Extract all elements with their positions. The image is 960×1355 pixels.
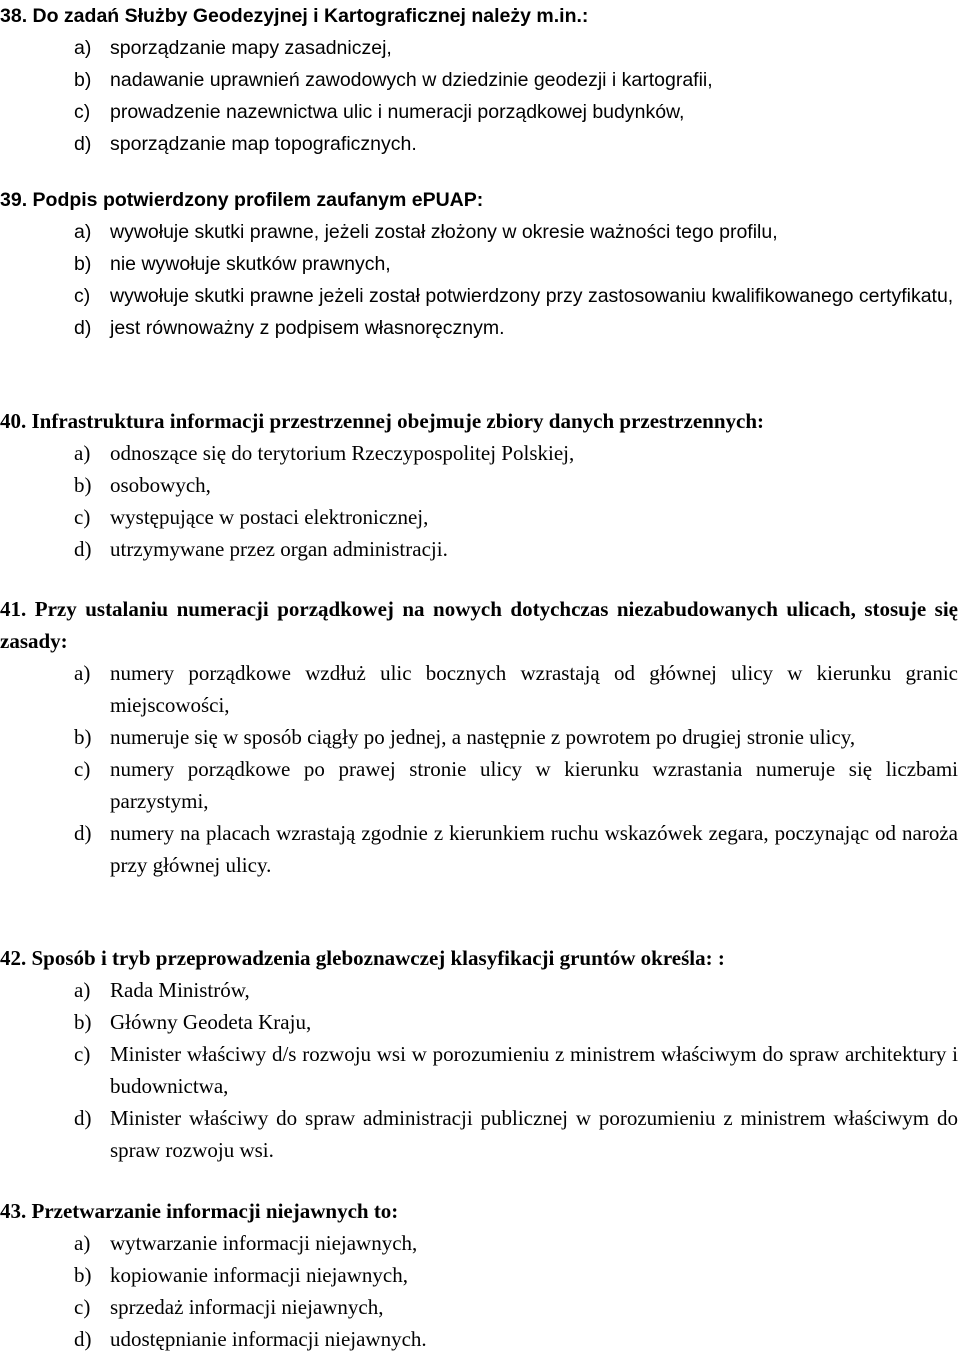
answer-option-c: [0, 753, 958, 817]
answer-letter: a): [74, 37, 92, 59]
answer-option-d: [0, 1102, 958, 1166]
answer-option-d: [0, 312, 958, 344]
answer-option-a: [0, 1227, 958, 1259]
answer-option-d: [0, 817, 958, 881]
question-42: [0, 942, 958, 1166]
answer-text: występujące w postaci elektronicznej,: [110, 505, 429, 529]
question-40: [0, 405, 958, 565]
answer-option-c: [0, 501, 958, 533]
answer-letter: b): [74, 725, 92, 749]
answer-option-c: [0, 96, 958, 128]
answer-letter: c): [74, 101, 91, 123]
answer-text: kopiowanie informacji niejawnych,: [110, 1263, 408, 1287]
answer-option-a: [0, 657, 958, 721]
answer-option-c: [0, 1291, 958, 1323]
answer-letter: a): [74, 221, 92, 243]
answer-letter: a): [74, 441, 91, 465]
answer-text: Minister właściwy d/s rozwoju wsi w porozumieniu z ministrem właściwym do spraw architektury i budownictwa,: [110, 1042, 958, 1098]
question-41: [0, 593, 958, 881]
answer-letter: c): [74, 505, 91, 529]
answer-text: wytwarzanie informacji niejawnych,: [110, 1231, 418, 1255]
answer-letter: c): [74, 1295, 91, 1319]
answer-option-a: [0, 437, 958, 469]
answer-text: odnoszące się do terytorium Rzeczypospolitej Polskiej,: [110, 441, 575, 465]
answer-list: [0, 437, 958, 565]
question-43: [0, 1195, 958, 1355]
answer-text: sprzedaż informacji niejawnych,: [110, 1295, 384, 1319]
answer-letter: c): [74, 285, 91, 307]
answer-letter: c): [74, 1042, 91, 1066]
answer-text: Rada Ministrów,: [110, 978, 250, 1002]
answer-text: wywołuje skutki prawne jeżeli został potwierdzony przy zastosowaniu kwalifikowanego certyfikatu,: [110, 285, 954, 307]
answer-option-b: [0, 721, 958, 753]
answer-list: [0, 974, 958, 1166]
answer-option-a: [0, 216, 958, 248]
answer-text: jest równoważny z podpisem własnoręcznym.: [110, 317, 505, 339]
question-title: 39. Podpis potwierdzony profilem zaufanym ePUAP:: [0, 189, 484, 211]
question-title: 42. Sposób i tryb przeprowadzenia gleboznawczej klasyfikacji gruntów określa: :: [0, 946, 725, 970]
answer-letter: b): [74, 253, 92, 275]
question-title: 43. Przetwarzanie informacji niejawnych to:: [0, 1199, 399, 1223]
answer-text: numeruje się w sposób ciągły po jednej, a następnie z powrotem po drugiej stronie ulicy,: [110, 725, 856, 749]
answer-option-b: [0, 1259, 958, 1291]
answer-option-a: [0, 32, 958, 64]
answer-letter: a): [74, 661, 91, 685]
answer-text: utrzymywane przez organ administracji.: [110, 537, 448, 561]
answer-list: [0, 32, 958, 160]
answer-option-c: [0, 1038, 958, 1102]
answer-list: [0, 657, 958, 881]
answer-text: nadawanie uprawnień zawodowych w dziedzinie geodezji i kartografii,: [110, 69, 713, 91]
answer-list: [0, 1227, 958, 1355]
answer-option-b: [0, 1006, 958, 1038]
answer-letter: d): [74, 821, 92, 845]
answer-option-d: [0, 1323, 958, 1355]
answer-letter: a): [74, 1231, 91, 1255]
answer-option-d: [0, 533, 958, 565]
answer-text: Minister właściwy do spraw administracji publicznej w porozumieniu z ministrem właściwym do spraw rozwoju wsi.: [110, 1106, 958, 1162]
question-title: 40. Infrastruktura informacji przestrzennej obejmuje zbiory danych przestrzennych:: [0, 409, 765, 433]
answer-text: numery porządkowe wzdłuż ulic bocznych wzrastają od głównej ulicy w kierunku granic miejscowości,: [110, 661, 958, 717]
answer-text: osobowych,: [110, 473, 211, 497]
answer-letter: b): [74, 1010, 92, 1034]
answer-letter: d): [74, 1106, 92, 1130]
answer-letter: d): [74, 317, 92, 339]
answer-letter: b): [74, 1263, 92, 1287]
answer-text: prowadzenie nazewnictwa ulic i numeracji porządkowej budynków,: [110, 101, 685, 123]
question-39: [0, 184, 958, 344]
answer-option-a: [0, 974, 958, 1006]
answer-letter: b): [74, 69, 92, 91]
answer-letter: d): [74, 133, 92, 155]
answer-text: numery na placach wzrastają zgodnie z kierunkiem ruchu wskazówek zegara, poczynając od naroża przy głównej ulicy.: [110, 821, 958, 877]
answer-letter: d): [74, 537, 92, 561]
answer-letter: b): [74, 473, 92, 497]
answer-list: [0, 216, 958, 344]
question-38: [0, 0, 958, 160]
answer-text: sporządzanie mapy zasadniczej,: [110, 37, 392, 59]
answer-option-d: [0, 128, 958, 160]
answer-text: Główny Geodeta Kraju,: [110, 1010, 312, 1034]
answer-option-b: [0, 469, 958, 501]
answer-letter: c): [74, 757, 91, 781]
answer-letter: a): [74, 978, 91, 1002]
answer-option-c: [0, 280, 958, 312]
question-title: 38. Do zadań Służby Geodezyjnej i Kartograficznej należy m.in.:: [0, 5, 589, 27]
question-title: 41. Przy ustalaniu numeracji porządkowej na nowych dotychczas niezabudowanych ulicach, stosuje się zasady:: [0, 597, 958, 653]
answer-letter: d): [74, 1327, 92, 1351]
answer-text: wywołuje skutki prawne, jeżeli został złożony w okresie ważności tego profilu,: [110, 221, 778, 243]
answer-text: sporządzanie map topograficznych.: [110, 133, 417, 155]
answer-text: nie wywołuje skutków prawnych,: [110, 253, 391, 275]
answer-text: numery porządkowe po prawej stronie ulicy w kierunku wzrastania numeruje się liczbami parzystymi,: [110, 757, 958, 813]
answer-option-b: [0, 248, 958, 280]
answer-option-b: [0, 64, 958, 96]
answer-text: udostępnianie informacji niejawnych.: [110, 1327, 427, 1351]
